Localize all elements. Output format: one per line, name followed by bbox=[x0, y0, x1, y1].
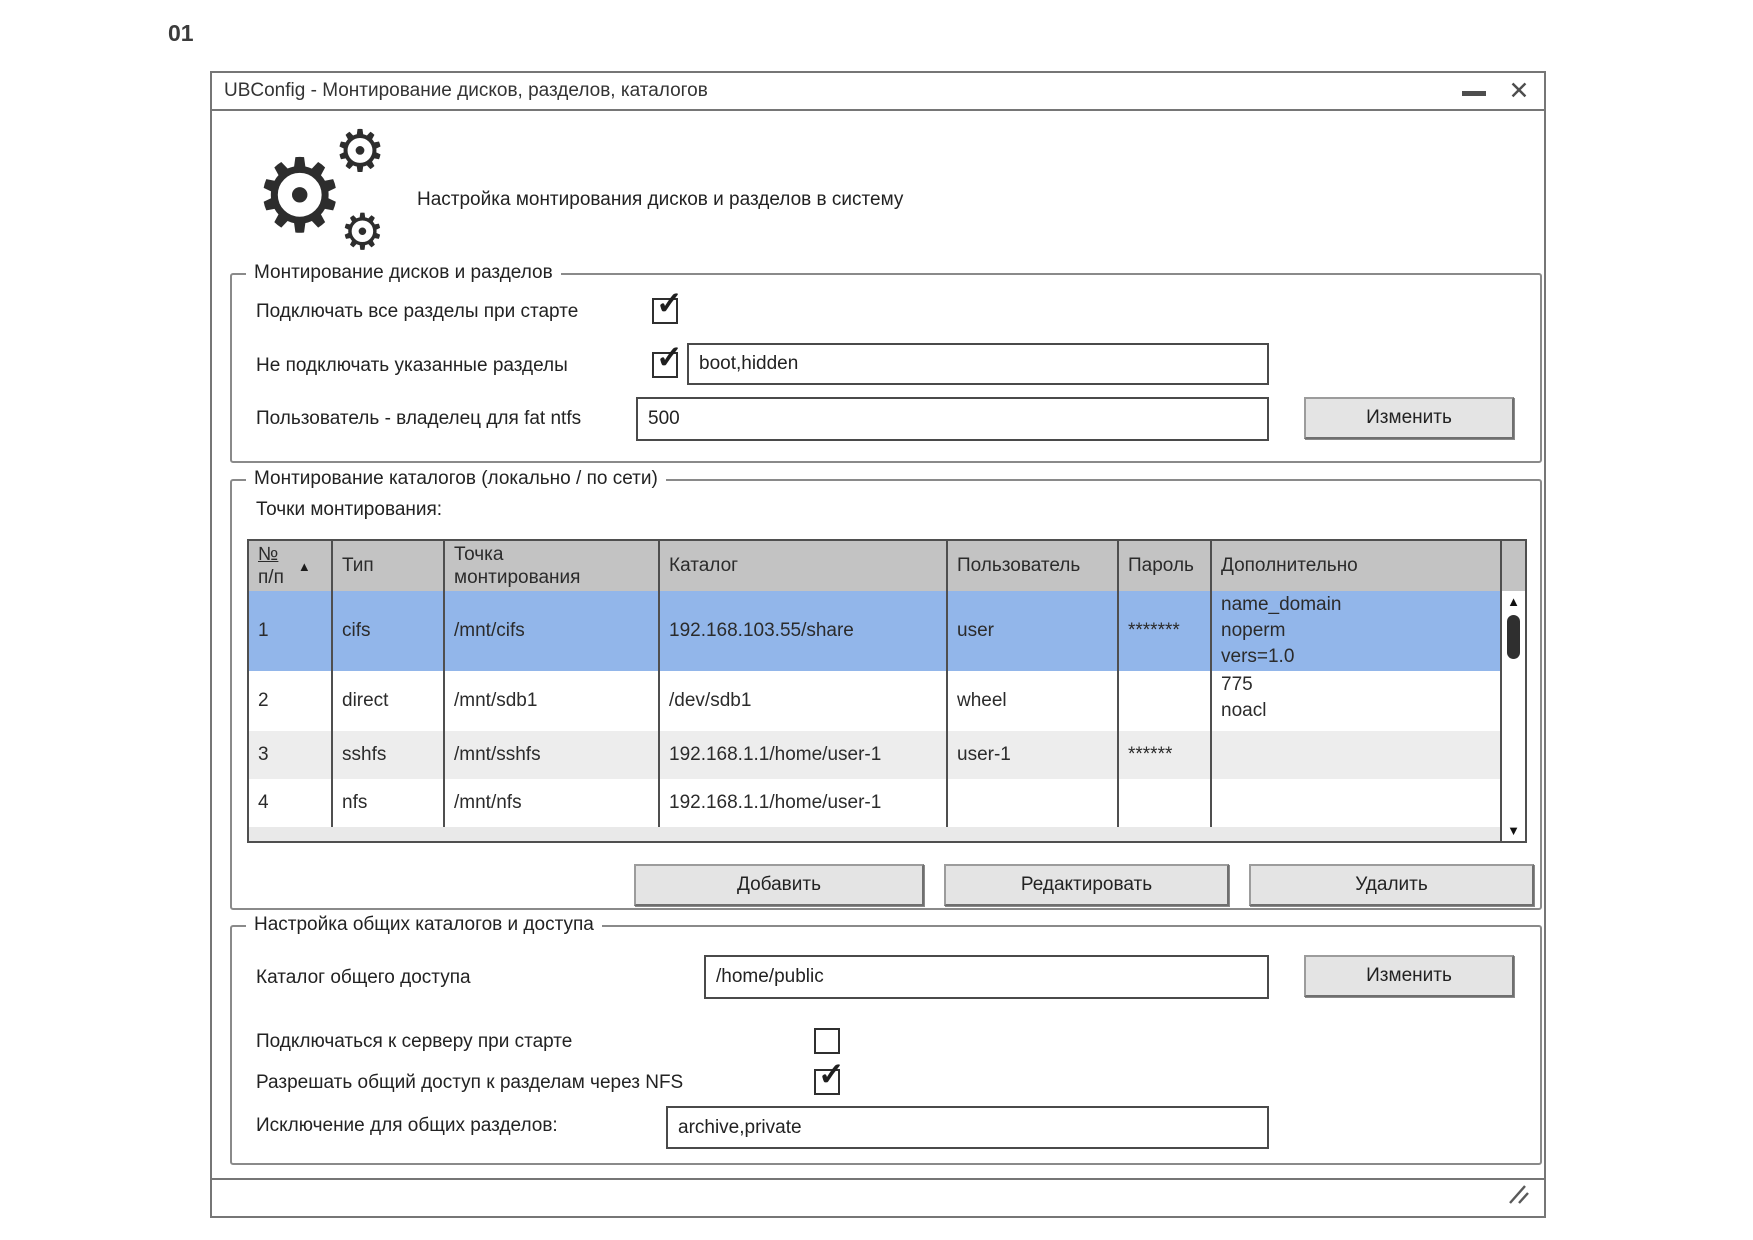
connect-on-start-label: Подключаться к серверу при старте bbox=[256, 1031, 573, 1052]
table-header-row bbox=[249, 541, 1525, 591]
group-dir-mounting-legend: Монтирование каталогов (локально / по сети) bbox=[246, 468, 666, 490]
page-number-label: 01 bbox=[168, 20, 194, 46]
share-dir-input[interactable] bbox=[704, 955, 1269, 999]
column-header-type[interactable]: Тип bbox=[333, 541, 445, 591]
check-icon: ✓ bbox=[818, 1056, 845, 1092]
exclude-partitions-checkbox[interactable] bbox=[652, 339, 683, 378]
cell-dir: 192.168.1.1/home/user-1 bbox=[660, 731, 948, 779]
cell-user: wheel bbox=[948, 671, 1119, 731]
scroll-up-icon[interactable]: ▲ bbox=[1507, 594, 1520, 609]
fat-ntfs-owner-input[interactable] bbox=[636, 397, 1269, 441]
cell-user: user bbox=[948, 591, 1119, 671]
column-header-extra[interactable]: Дополнительно bbox=[1212, 541, 1502, 591]
mount-points-label: Точки монтирования: bbox=[256, 499, 443, 520]
close-button[interactable]: ✕ bbox=[1508, 77, 1530, 105]
column-header-num[interactable]: № п/п ▲ bbox=[249, 541, 333, 591]
group-disk-mounting bbox=[230, 262, 1542, 463]
table-row-selected[interactable] bbox=[249, 591, 1502, 671]
cell-pass bbox=[1119, 671, 1212, 731]
delete-button[interactable]: Удалить bbox=[1249, 864, 1534, 906]
gear-small-top-icon: ⚙ bbox=[334, 119, 386, 184]
column-header-password[interactable]: Пароль bbox=[1119, 541, 1212, 591]
minimize-button[interactable] bbox=[1460, 81, 1490, 105]
exclude-partitions-label: Не подключать указанные разделы bbox=[256, 355, 568, 376]
share-dir-label: Каталог общего доступа bbox=[256, 967, 471, 988]
cell-type: sshfs bbox=[333, 731, 445, 779]
cell-extra bbox=[1212, 779, 1502, 827]
table-scrollbar[interactable] bbox=[1500, 591, 1525, 841]
cell-user bbox=[948, 779, 1119, 827]
table-row[interactable] bbox=[249, 731, 1502, 779]
status-bar bbox=[212, 1178, 1544, 1216]
scroll-down-icon[interactable]: ▼ bbox=[1507, 823, 1520, 838]
table-row[interactable] bbox=[249, 671, 1502, 731]
cell-dir: 192.168.103.55/share bbox=[660, 591, 948, 671]
group-shared-access bbox=[230, 914, 1542, 1165]
cell-mount: /mnt/sdb1 bbox=[445, 671, 660, 731]
minimize-icon bbox=[1462, 91, 1486, 96]
cell-num: 1 bbox=[249, 591, 333, 671]
cell-extra bbox=[1212, 731, 1502, 779]
cell-mount: /mnt/cifs bbox=[445, 591, 660, 671]
app-subtitle: Настройка монтирования дисков и разделов в систему bbox=[417, 189, 904, 210]
share-exclusion-label: Исключение для общих разделов: bbox=[256, 1115, 558, 1136]
allow-nfs-label: Разрешать общий доступ к разделам через NFS bbox=[256, 1072, 684, 1093]
mount-all-label: Подключать все разделы при старте bbox=[256, 301, 579, 322]
share-exclusion-input[interactable] bbox=[666, 1106, 1269, 1149]
cell-dir: /dev/sdb1 bbox=[660, 671, 948, 731]
sort-ascending-icon: ▲ bbox=[297, 558, 311, 574]
cell-mount: /mnt/nfs bbox=[445, 779, 660, 827]
mount-all-checkbox[interactable] bbox=[652, 285, 683, 324]
column-header-mountpoint[interactable]: Точка монтирования bbox=[445, 541, 660, 591]
cell-type: nfs bbox=[333, 779, 445, 827]
column-header-user[interactable]: Пользователь bbox=[948, 541, 1119, 591]
group-dir-mounting bbox=[230, 468, 1542, 910]
connect-on-start-checkbox[interactable] bbox=[814, 1028, 840, 1054]
cell-pass bbox=[1119, 779, 1212, 827]
cell-type: cifs bbox=[333, 591, 445, 671]
group-disk-mounting-legend: Монтирование дисков и разделов bbox=[246, 262, 561, 284]
exclude-partitions-input[interactable] bbox=[687, 343, 1269, 385]
share-dir-change-button[interactable]: Изменить bbox=[1304, 955, 1514, 997]
table-row[interactable] bbox=[249, 779, 1502, 827]
gear-small-bottom-icon: ⚙ bbox=[340, 204, 385, 260]
app-window bbox=[210, 71, 1546, 1218]
mount-points-table bbox=[247, 539, 1527, 843]
edit-button[interactable]: Редактировать bbox=[944, 864, 1229, 906]
table-partial-row bbox=[249, 827, 1502, 841]
cell-num: 4 bbox=[249, 779, 333, 827]
check-icon: ✓ bbox=[656, 339, 683, 375]
header-filler bbox=[1502, 541, 1525, 591]
cell-pass: ****** bbox=[1119, 731, 1212, 779]
cell-user: user-1 bbox=[948, 731, 1119, 779]
cell-extra: name_domain noperm vers=1.0 bbox=[1212, 591, 1502, 671]
owner-change-button[interactable]: Изменить bbox=[1304, 397, 1514, 439]
title-bar bbox=[212, 73, 1544, 111]
gears-icon bbox=[254, 119, 414, 270]
cell-dir: 192.168.1.1/home/user-1 bbox=[660, 779, 948, 827]
window-title: UBConfig - Монтирование дисков, разделов, каталогов bbox=[224, 80, 708, 101]
add-button[interactable]: Добавить bbox=[634, 864, 924, 906]
allow-nfs-checkbox[interactable] bbox=[814, 1056, 845, 1095]
cell-extra: 775 noacl bbox=[1212, 671, 1502, 731]
gear-large-icon: ⚙ bbox=[254, 139, 346, 253]
scrollbar-thumb[interactable] bbox=[1507, 615, 1520, 659]
cell-pass: ******* bbox=[1119, 591, 1212, 671]
resize-grip-icon[interactable] bbox=[1504, 1182, 1532, 1211]
cell-num: 3 bbox=[249, 731, 333, 779]
fat-ntfs-owner-label: Пользователь - владелец для fat ntfs bbox=[256, 408, 582, 429]
group-shared-access-legend: Настройка общих каталогов и доступа bbox=[246, 914, 602, 936]
cell-type: direct bbox=[333, 671, 445, 731]
cell-mount: /mnt/sshfs bbox=[445, 731, 660, 779]
check-icon: ✓ bbox=[656, 285, 683, 321]
cell-num: 2 bbox=[249, 671, 333, 731]
column-header-directory[interactable]: Каталог bbox=[660, 541, 948, 591]
